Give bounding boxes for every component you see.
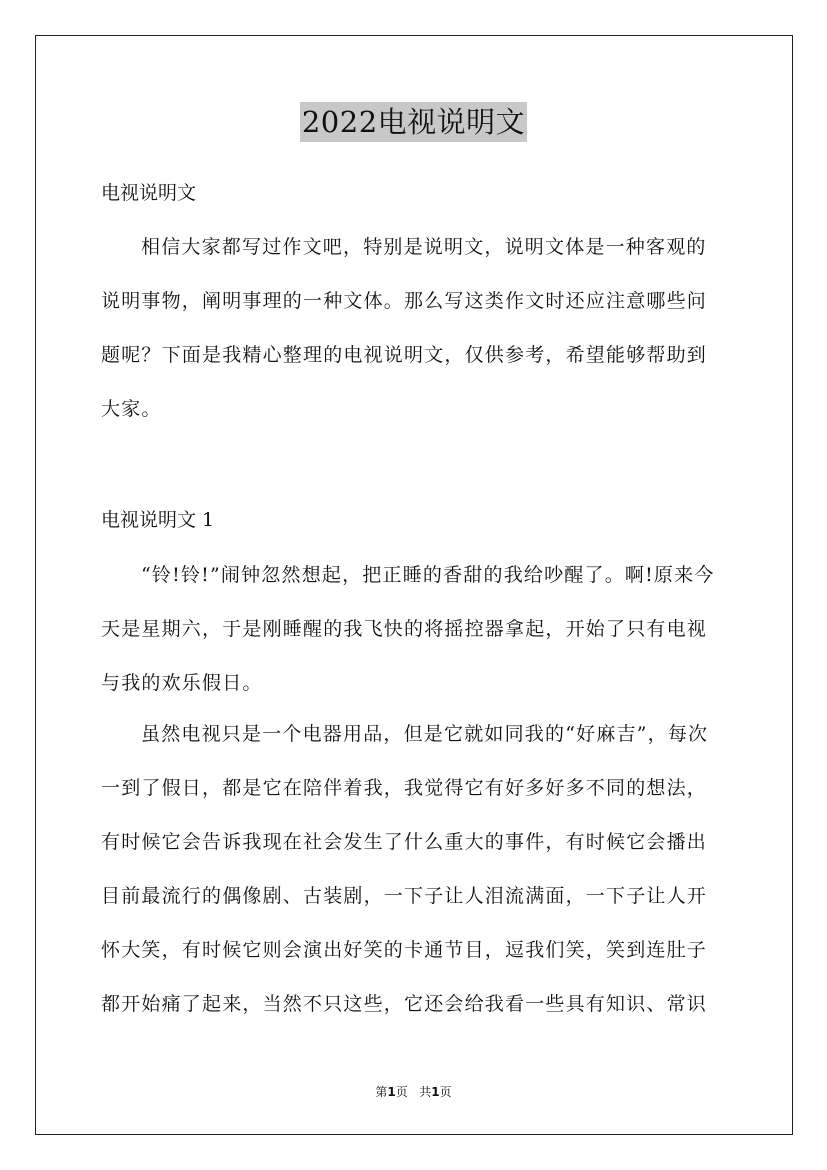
document-title: 2022电视说明文 — [300, 102, 527, 142]
page-footer — [0, 1083, 827, 1100]
footer-prefix: 第 — [375, 1085, 388, 1099]
intro-paragraph: 相信大家都写过作文吧，特别是说明文，说明文体是一种客观的说明事物，阐明事理的一种文体。那么写这类作文时还应注意哪些问题呢？下面是我精心整理的电视说明文，仅供参考，希望能够帮助到大家。 — [101, 236, 708, 420]
section1-paragraph-1: “铃!铃!”闹钟忽然想起，把正睡的香甜的我给吵醒了。啊!原来今天是星期六，于是刚睡醒的我飞快的将摇控器拿起，开始了只有电视与我的欢乐假日。 — [101, 564, 715, 694]
document-title-container — [0, 102, 827, 142]
footer-total-pages: 1 — [431, 1085, 440, 1099]
section1-heading: 电视说明文 1 — [101, 509, 215, 531]
intro-heading: 电视说明文 — [101, 182, 197, 204]
footer-current-page: 1 — [387, 1085, 396, 1099]
footer-suffix: 页 — [439, 1085, 452, 1099]
footer-mid: 页 共 — [395, 1085, 432, 1099]
section1-paragraph-2: 虽然电视只是一个电器用品，但是它就如同我的“好麻吉”，每次一到了假日，都是它在陪伴着我，我觉得它有好多好多不同的想法，有时候它会告诉我现在社会发生了什么重大的事件，有时候它会播出目前最流行的偶像剧、古装剧，一下子让人泪流满面，一下子让人开怀大笑，有时候它则会演出好笑的卡通节目，逗我们笑，笑到连肚子都开始痛了起来，当然不只这些，它还会给我看一些具有知识、常识 — [101, 723, 709, 1015]
